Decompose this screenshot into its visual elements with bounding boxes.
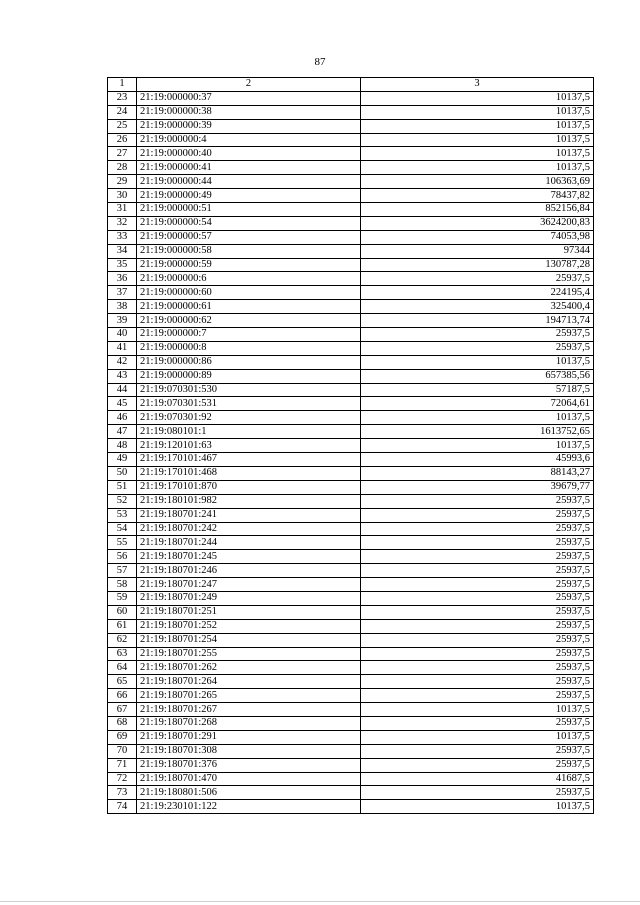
table-row bbox=[108, 369, 594, 383]
row-number-cell: 47 bbox=[108, 425, 137, 439]
cadastral-number-cell: 21:19:230101:122 bbox=[137, 800, 361, 814]
value-cell: 10137,5 bbox=[361, 91, 594, 105]
cadastral-number-cell: 21:19:180701:242 bbox=[137, 522, 361, 536]
row-number-cell: 38 bbox=[108, 300, 137, 314]
table-row bbox=[108, 730, 594, 744]
value-cell: 25937,5 bbox=[361, 744, 594, 758]
value-cell: 25937,5 bbox=[361, 550, 594, 564]
row-number-cell: 57 bbox=[108, 564, 137, 578]
row-number-cell: 64 bbox=[108, 661, 137, 675]
cadastral-number-cell: 21:19:180701:264 bbox=[137, 675, 361, 689]
cadastral-number-cell: 21:19:180701:245 bbox=[137, 550, 361, 564]
row-number-cell: 34 bbox=[108, 244, 137, 258]
value-cell: 10137,5 bbox=[361, 133, 594, 147]
value-cell: 25937,5 bbox=[361, 508, 594, 522]
table-row bbox=[108, 591, 594, 605]
table-row bbox=[108, 508, 594, 522]
value-cell: 25937,5 bbox=[361, 564, 594, 578]
value-cell: 25937,5 bbox=[361, 786, 594, 800]
cadastral-number-cell: 21:19:180801:506 bbox=[137, 786, 361, 800]
table-row bbox=[108, 703, 594, 717]
cadastral-number-cell: 21:19:000000:38 bbox=[137, 105, 361, 119]
cadastral-number-cell: 21:19:000000:62 bbox=[137, 314, 361, 328]
table-row bbox=[108, 411, 594, 425]
value-cell: 57187,5 bbox=[361, 383, 594, 397]
table-row bbox=[108, 522, 594, 536]
table-row bbox=[108, 133, 594, 147]
row-number-cell: 42 bbox=[108, 355, 137, 369]
row-number-cell: 28 bbox=[108, 161, 137, 175]
value-cell: 25937,5 bbox=[361, 591, 594, 605]
cadastral-number-cell: 21:19:000000:37 bbox=[137, 91, 361, 105]
row-number-cell: 63 bbox=[108, 647, 137, 661]
row-number-cell: 45 bbox=[108, 397, 137, 411]
row-number-cell: 40 bbox=[108, 328, 137, 342]
table-row bbox=[108, 466, 594, 480]
cadastral-number-cell: 21:19:180701:308 bbox=[137, 744, 361, 758]
row-number-cell: 72 bbox=[108, 772, 137, 786]
value-cell: 74053,98 bbox=[361, 230, 594, 244]
row-number-cell: 49 bbox=[108, 453, 137, 467]
row-number-cell: 54 bbox=[108, 522, 137, 536]
table-row bbox=[108, 272, 594, 286]
row-number-cell: 27 bbox=[108, 147, 137, 161]
table-row bbox=[108, 536, 594, 550]
cadastral-number-cell: 21:19:120101:63 bbox=[137, 439, 361, 453]
cadastral-number-cell: 21:19:000000:7 bbox=[137, 328, 361, 342]
table-row bbox=[108, 147, 594, 161]
value-cell: 25937,5 bbox=[361, 536, 594, 550]
cadastral-number-cell: 21:19:000000:40 bbox=[137, 147, 361, 161]
cadastral-number-cell: 21:19:180701:251 bbox=[137, 605, 361, 619]
cadastral-number-cell: 21:19:180701:255 bbox=[137, 647, 361, 661]
table-row bbox=[108, 203, 594, 217]
row-number-cell: 48 bbox=[108, 439, 137, 453]
table-row bbox=[108, 383, 594, 397]
table-row bbox=[108, 689, 594, 703]
cadastral-number-cell: 21:19:000000:51 bbox=[137, 203, 361, 217]
cadastral-number-cell: 21:19:180701:262 bbox=[137, 661, 361, 675]
row-number-cell: 73 bbox=[108, 786, 137, 800]
column-header-2: 2 bbox=[137, 78, 361, 92]
page-bottom-edge bbox=[0, 901, 640, 902]
value-cell: 10137,5 bbox=[361, 105, 594, 119]
row-number-cell: 71 bbox=[108, 758, 137, 772]
cadastral-number-cell: 21:19:180101:982 bbox=[137, 494, 361, 508]
row-number-cell: 70 bbox=[108, 744, 137, 758]
table-row bbox=[108, 91, 594, 105]
cadastral-number-cell: 21:19:180701:254 bbox=[137, 633, 361, 647]
row-number-cell: 33 bbox=[108, 230, 137, 244]
table-row bbox=[108, 716, 594, 730]
table-row bbox=[108, 605, 594, 619]
value-cell: 194713,74 bbox=[361, 314, 594, 328]
table-row bbox=[108, 661, 594, 675]
table-row bbox=[108, 105, 594, 119]
cadastral-number-cell: 21:19:000000:54 bbox=[137, 216, 361, 230]
value-cell: 25937,5 bbox=[361, 272, 594, 286]
cadastral-number-cell: 21:19:000000:61 bbox=[137, 300, 361, 314]
table-row bbox=[108, 758, 594, 772]
column-header-1: 1 bbox=[108, 78, 137, 92]
row-number-cell: 41 bbox=[108, 341, 137, 355]
value-cell: 3624200,83 bbox=[361, 216, 594, 230]
row-number-cell: 24 bbox=[108, 105, 137, 119]
value-cell: 45993,6 bbox=[361, 453, 594, 467]
cadastral-number-cell: 21:19:180701:265 bbox=[137, 689, 361, 703]
value-cell: 25937,5 bbox=[361, 328, 594, 342]
page-number: 87 bbox=[314, 56, 326, 68]
value-cell: 41687,5 bbox=[361, 772, 594, 786]
value-cell: 25937,5 bbox=[361, 716, 594, 730]
cadastral-number-cell: 21:19:180701:268 bbox=[137, 716, 361, 730]
table-row bbox=[108, 355, 594, 369]
value-cell: 25937,5 bbox=[361, 689, 594, 703]
table-row bbox=[108, 341, 594, 355]
table-row bbox=[108, 647, 594, 661]
value-cell: 25937,5 bbox=[361, 494, 594, 508]
cadastral-number-cell: 21:19:180701:470 bbox=[137, 772, 361, 786]
row-number-cell: 23 bbox=[108, 91, 137, 105]
value-cell: 10137,5 bbox=[361, 161, 594, 175]
cadastral-number-cell: 21:19:180701:267 bbox=[137, 703, 361, 717]
row-number-cell: 50 bbox=[108, 466, 137, 480]
table-row bbox=[108, 675, 594, 689]
table-row bbox=[108, 439, 594, 453]
row-number-cell: 58 bbox=[108, 578, 137, 592]
value-cell: 25937,5 bbox=[361, 633, 594, 647]
row-number-cell: 36 bbox=[108, 272, 137, 286]
row-number-cell: 31 bbox=[108, 203, 137, 217]
cadastral-number-cell: 21:19:000000:49 bbox=[137, 189, 361, 203]
row-number-cell: 32 bbox=[108, 216, 137, 230]
table-row bbox=[108, 772, 594, 786]
value-cell: 25937,5 bbox=[361, 578, 594, 592]
table-row bbox=[108, 216, 594, 230]
row-number-cell: 62 bbox=[108, 633, 137, 647]
cadastral-number-cell: 21:19:000000:59 bbox=[137, 258, 361, 272]
cadastral-number-cell: 21:19:170101:870 bbox=[137, 480, 361, 494]
cadastral-number-cell: 21:19:000000:58 bbox=[137, 244, 361, 258]
table-row bbox=[108, 494, 594, 508]
value-cell: 25937,5 bbox=[361, 605, 594, 619]
cadastral-number-cell: 21:19:180701:246 bbox=[137, 564, 361, 578]
cadastral-number-cell: 21:19:000000:44 bbox=[137, 175, 361, 189]
value-cell: 72064,61 bbox=[361, 397, 594, 411]
table-row bbox=[108, 175, 594, 189]
table-row bbox=[108, 564, 594, 578]
row-number-cell: 26 bbox=[108, 133, 137, 147]
value-cell: 39679,77 bbox=[361, 480, 594, 494]
cadastral-number-cell: 21:19:170101:468 bbox=[137, 466, 361, 480]
cadastral-number-cell: 21:19:080101:1 bbox=[137, 425, 361, 439]
table-row bbox=[108, 619, 594, 633]
table-row bbox=[108, 244, 594, 258]
value-cell: 25937,5 bbox=[361, 522, 594, 536]
row-number-cell: 55 bbox=[108, 536, 137, 550]
row-number-cell: 61 bbox=[108, 619, 137, 633]
table-row bbox=[108, 286, 594, 300]
table-row bbox=[108, 633, 594, 647]
cadastral-number-cell: 21:19:180701:241 bbox=[137, 508, 361, 522]
cadastral-number-cell: 21:19:000000:60 bbox=[137, 286, 361, 300]
row-number-cell: 30 bbox=[108, 189, 137, 203]
cadastral-number-cell: 21:19:180701:376 bbox=[137, 758, 361, 772]
value-cell: 10137,5 bbox=[361, 147, 594, 161]
table-row bbox=[108, 480, 594, 494]
table-body bbox=[108, 78, 594, 814]
cadastral-value-table bbox=[107, 77, 594, 814]
value-cell: 10137,5 bbox=[361, 411, 594, 425]
value-cell: 224195,4 bbox=[361, 286, 594, 300]
value-cell: 97344 bbox=[361, 244, 594, 258]
cadastral-number-cell: 21:19:000000:6 bbox=[137, 272, 361, 286]
cadastral-number-cell: 21:19:000000:89 bbox=[137, 369, 361, 383]
cadastral-number-cell: 21:19:070301:530 bbox=[137, 383, 361, 397]
table-row bbox=[108, 550, 594, 564]
value-cell: 25937,5 bbox=[361, 341, 594, 355]
value-cell: 25937,5 bbox=[361, 675, 594, 689]
value-cell: 25937,5 bbox=[361, 661, 594, 675]
value-cell: 325400,4 bbox=[361, 300, 594, 314]
value-cell: 852156,84 bbox=[361, 203, 594, 217]
row-number-cell: 67 bbox=[108, 703, 137, 717]
row-number-cell: 53 bbox=[108, 508, 137, 522]
row-number-cell: 29 bbox=[108, 175, 137, 189]
value-cell: 10137,5 bbox=[361, 703, 594, 717]
cadastral-number-cell: 21:19:000000:8 bbox=[137, 341, 361, 355]
table-row bbox=[108, 300, 594, 314]
value-cell: 88143,27 bbox=[361, 466, 594, 480]
value-cell: 130787,28 bbox=[361, 258, 594, 272]
value-cell: 10137,5 bbox=[361, 800, 594, 814]
column-header-3: 3 bbox=[361, 78, 594, 92]
table-row bbox=[108, 786, 594, 800]
row-number-cell: 37 bbox=[108, 286, 137, 300]
cadastral-number-cell: 21:19:180701:291 bbox=[137, 730, 361, 744]
row-number-cell: 46 bbox=[108, 411, 137, 425]
cadastral-number-cell: 21:19:180701:244 bbox=[137, 536, 361, 550]
row-number-cell: 65 bbox=[108, 675, 137, 689]
cadastral-number-cell: 21:19:000000:86 bbox=[137, 355, 361, 369]
table-row bbox=[108, 425, 594, 439]
table-row bbox=[108, 397, 594, 411]
value-cell: 10137,5 bbox=[361, 439, 594, 453]
cadastral-number-cell: 21:19:070301:531 bbox=[137, 397, 361, 411]
row-number-cell: 69 bbox=[108, 730, 137, 744]
cadastral-number-cell: 21:19:000000:41 bbox=[137, 161, 361, 175]
cadastral-number-cell: 21:19:070301:92 bbox=[137, 411, 361, 425]
value-cell: 10137,5 bbox=[361, 730, 594, 744]
table-row bbox=[108, 258, 594, 272]
cadastral-number-cell: 21:19:000000:4 bbox=[137, 133, 361, 147]
row-number-cell: 74 bbox=[108, 800, 137, 814]
row-number-cell: 66 bbox=[108, 689, 137, 703]
cadastral-number-cell: 21:19:000000:57 bbox=[137, 230, 361, 244]
value-cell: 1613752,65 bbox=[361, 425, 594, 439]
cadastral-number-cell: 21:19:170101:467 bbox=[137, 453, 361, 467]
row-number-cell: 25 bbox=[108, 119, 137, 133]
table-row bbox=[108, 119, 594, 133]
table-row bbox=[108, 744, 594, 758]
row-number-cell: 44 bbox=[108, 383, 137, 397]
table-header-row bbox=[108, 78, 594, 92]
row-number-cell: 35 bbox=[108, 258, 137, 272]
value-cell: 657385,56 bbox=[361, 369, 594, 383]
table-row bbox=[108, 230, 594, 244]
value-cell: 10137,5 bbox=[361, 119, 594, 133]
cadastral-number-cell: 21:19:180701:249 bbox=[137, 591, 361, 605]
row-number-cell: 52 bbox=[108, 494, 137, 508]
value-cell: 78437,82 bbox=[361, 189, 594, 203]
row-number-cell: 43 bbox=[108, 369, 137, 383]
table-row bbox=[108, 328, 594, 342]
table-row bbox=[108, 189, 594, 203]
row-number-cell: 39 bbox=[108, 314, 137, 328]
value-cell: 25937,5 bbox=[361, 619, 594, 633]
value-cell: 25937,5 bbox=[361, 647, 594, 661]
table-row bbox=[108, 800, 594, 814]
value-cell: 10137,5 bbox=[361, 355, 594, 369]
row-number-cell: 56 bbox=[108, 550, 137, 564]
value-cell: 25937,5 bbox=[361, 758, 594, 772]
cadastral-number-cell: 21:19:180701:252 bbox=[137, 619, 361, 633]
table-row bbox=[108, 578, 594, 592]
table-row bbox=[108, 161, 594, 175]
table-row bbox=[108, 453, 594, 467]
table-row bbox=[108, 314, 594, 328]
row-number-cell: 68 bbox=[108, 716, 137, 730]
cadastral-number-cell: 21:19:000000:39 bbox=[137, 119, 361, 133]
row-number-cell: 60 bbox=[108, 605, 137, 619]
cadastral-number-cell: 21:19:180701:247 bbox=[137, 578, 361, 592]
row-number-cell: 51 bbox=[108, 480, 137, 494]
row-number-cell: 59 bbox=[108, 591, 137, 605]
value-cell: 106363,69 bbox=[361, 175, 594, 189]
